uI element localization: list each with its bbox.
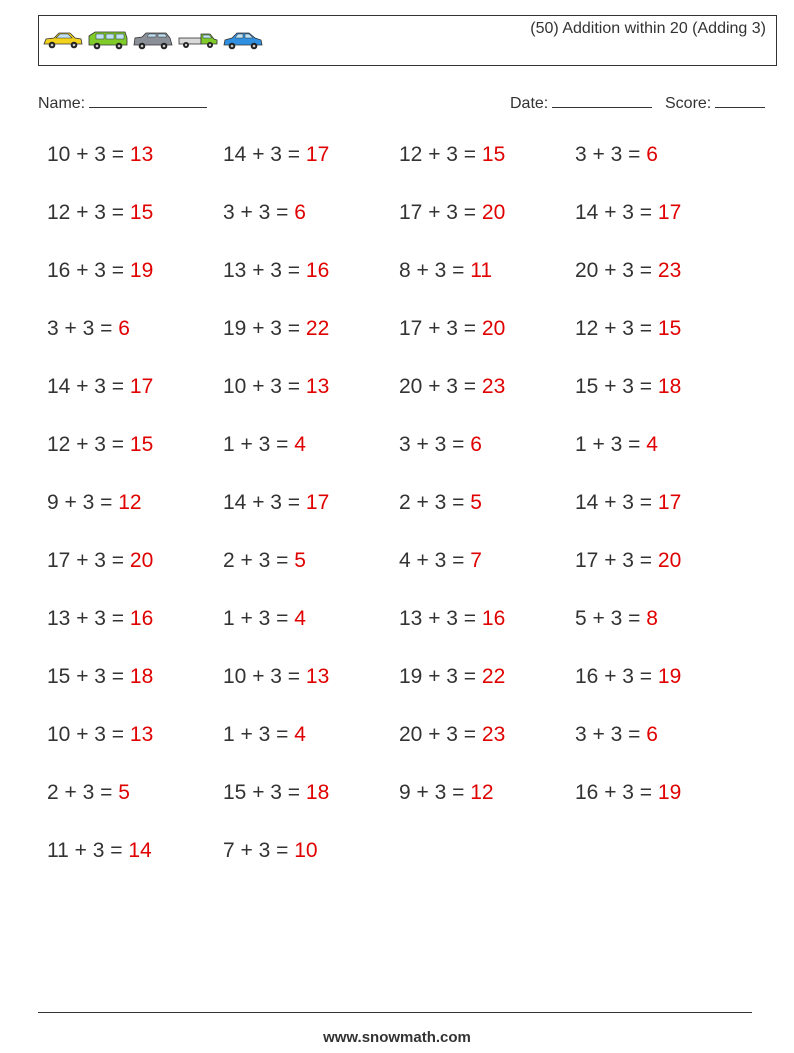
- problem-item: [399, 433, 575, 491]
- problem-answer: 19: [129, 259, 154, 282]
- problem-answer: 23: [481, 723, 506, 746]
- name-blank[interactable]: [89, 93, 207, 108]
- problem-answer: 6: [294, 201, 306, 224]
- problem-answer: 20: [481, 201, 506, 224]
- problem-answer: 18: [305, 781, 330, 804]
- problem-question: 8 + 3 =: [399, 259, 471, 282]
- problem-answer: 13: [305, 375, 330, 398]
- score-field: [665, 93, 765, 113]
- problem-item: [575, 201, 751, 259]
- problem-answer: 12: [470, 781, 494, 804]
- problem-item: [575, 317, 751, 375]
- problem-question: 1 + 3 =: [223, 607, 295, 630]
- problem-answer: 5: [118, 781, 130, 804]
- problem-answer: 5: [470, 491, 482, 514]
- problem-item: [47, 143, 223, 201]
- car-icons: [42, 29, 264, 51]
- green-van-icon: [87, 29, 129, 51]
- problem-question: 17 + 3 =: [399, 317, 482, 340]
- problem-question: 2 + 3 =: [399, 491, 471, 514]
- problem-item: [399, 259, 575, 317]
- problem-answer: 10: [294, 839, 318, 862]
- problem-answer: 7: [470, 549, 482, 572]
- problem-question: 2 + 3 =: [47, 781, 119, 804]
- problem-item: [399, 549, 575, 607]
- problem-answer: 19: [657, 665, 682, 688]
- problem-question: 17 + 3 =: [399, 201, 482, 224]
- problem-answer: 13: [129, 143, 154, 166]
- problem-answer: 4: [294, 723, 306, 746]
- gray-suv-icon: [132, 29, 174, 51]
- problem-answer: 22: [305, 317, 330, 340]
- problem-question: 20 + 3 =: [399, 723, 482, 746]
- problem-question: 12 + 3 =: [47, 433, 130, 456]
- problem-answer: 4: [294, 607, 306, 630]
- problem-item: [575, 375, 751, 433]
- problem-answer: 18: [129, 665, 154, 688]
- problem-item: [575, 433, 751, 491]
- problem-question: 13 + 3 =: [399, 607, 482, 630]
- problem-question: 14 + 3 =: [223, 491, 306, 514]
- problem-answer: 22: [481, 665, 506, 688]
- problem-answer: 17: [129, 375, 154, 398]
- problem-answer: 23: [657, 259, 682, 282]
- date-label: Date:: [510, 95, 549, 112]
- problem-item: [223, 259, 399, 317]
- problem-question: 12 + 3 =: [575, 317, 658, 340]
- problem-question: 10 + 3 =: [223, 375, 306, 398]
- problem-question: 4 + 3 =: [399, 549, 471, 572]
- problem-item: [47, 317, 223, 375]
- problem-question: 3 + 3 =: [575, 143, 647, 166]
- name-field: [38, 93, 207, 113]
- problem-answer: 19: [657, 781, 682, 804]
- problem-item: [223, 839, 399, 897]
- problem-item: [399, 317, 575, 375]
- problem-answer: 15: [481, 143, 506, 166]
- problem-item: [223, 549, 399, 607]
- problem-answer: 5: [294, 549, 306, 572]
- problem-answer: 17: [305, 491, 330, 514]
- problem-answer: 17: [657, 201, 682, 224]
- problem-answer: 17: [305, 143, 330, 166]
- problem-question: 9 + 3 =: [47, 491, 119, 514]
- problem-question: 13 + 3 =: [47, 607, 130, 630]
- problem-item: [223, 491, 399, 549]
- problem-item: [223, 375, 399, 433]
- problem-question: 5 + 3 =: [575, 607, 647, 630]
- problem-question: 3 + 3 =: [575, 723, 647, 746]
- footer-url: www.snowmath.com: [323, 1029, 471, 1046]
- problem-item: [223, 317, 399, 375]
- score-blank[interactable]: [715, 93, 765, 108]
- header-box: [38, 15, 777, 66]
- problem-answer: 13: [129, 723, 154, 746]
- problem-item: [47, 723, 223, 781]
- problem-item: [399, 491, 575, 549]
- problem-question: 16 + 3 =: [575, 665, 658, 688]
- problem-question: 15 + 3 =: [47, 665, 130, 688]
- problem-item: [223, 723, 399, 781]
- problem-answer: 18: [657, 375, 682, 398]
- problem-answer: 20: [481, 317, 506, 340]
- problem-item: [223, 781, 399, 839]
- problem-item: [47, 781, 223, 839]
- problem-item: [399, 375, 575, 433]
- problem-answer: 6: [470, 433, 482, 456]
- problem-question: 17 + 3 =: [575, 549, 658, 572]
- problem-question: 10 + 3 =: [223, 665, 306, 688]
- problem-question: 15 + 3 =: [223, 781, 306, 804]
- problem-answer: 13: [305, 665, 330, 688]
- problem-item: [47, 375, 223, 433]
- problem-item: [399, 723, 575, 781]
- problem-item: [47, 839, 223, 897]
- problem-answer: 15: [129, 433, 154, 456]
- problem-grid: [47, 143, 757, 897]
- problem-item: [575, 143, 751, 201]
- problem-question: 9 + 3 =: [399, 781, 471, 804]
- problem-answer: 15: [129, 201, 154, 224]
- problem-answer: 16: [305, 259, 330, 282]
- problem-item: [575, 491, 751, 549]
- problem-answer: 11: [470, 259, 493, 282]
- problem-item: [223, 143, 399, 201]
- problem-answer: 6: [646, 723, 658, 746]
- problem-question: 3 + 3 =: [223, 201, 295, 224]
- pickup-truck-icon: [177, 29, 219, 51]
- problem-question: 12 + 3 =: [47, 201, 130, 224]
- worksheet-title: (50) Addition within 20 (Adding 3): [530, 20, 766, 37]
- date-blank[interactable]: [552, 93, 652, 108]
- problem-question: 11 + 3 =: [47, 839, 129, 862]
- problem-question: 10 + 3 =: [47, 723, 130, 746]
- problem-item: [575, 549, 751, 607]
- problem-answer: 8: [646, 607, 658, 630]
- problem-question: 20 + 3 =: [575, 259, 658, 282]
- problem-answer: 16: [481, 607, 506, 630]
- problem-item: [399, 201, 575, 259]
- problem-question: 17 + 3 =: [47, 549, 130, 572]
- problem-answer: 6: [646, 143, 658, 166]
- problem-item: [399, 607, 575, 665]
- problem-question: 16 + 3 =: [575, 781, 658, 804]
- problem-item: [47, 549, 223, 607]
- problem-item: [575, 259, 751, 317]
- problem-question: 14 + 3 =: [223, 143, 306, 166]
- problem-item: [47, 665, 223, 723]
- problem-question: 1 + 3 =: [575, 433, 647, 456]
- problem-answer: 17: [657, 491, 682, 514]
- problem-item: [223, 201, 399, 259]
- problem-answer: 23: [481, 375, 506, 398]
- problem-item: [575, 665, 751, 723]
- problem-item: [223, 607, 399, 665]
- problem-question: 19 + 3 =: [399, 665, 482, 688]
- problem-question: 12 + 3 =: [399, 143, 482, 166]
- problem-answer: 16: [129, 607, 154, 630]
- problem-item: [575, 781, 751, 839]
- problem-question: 14 + 3 =: [575, 491, 658, 514]
- name-label: Name:: [38, 95, 86, 112]
- problem-answer: 4: [646, 433, 658, 456]
- problem-question: 13 + 3 =: [223, 259, 306, 282]
- problem-question: 3 + 3 =: [399, 433, 471, 456]
- problem-question: 19 + 3 =: [223, 317, 306, 340]
- problem-question: 10 + 3 =: [47, 143, 130, 166]
- problem-item: [47, 433, 223, 491]
- problem-item: [399, 143, 575, 201]
- problem-item: [47, 491, 223, 549]
- problem-question: 20 + 3 =: [399, 375, 482, 398]
- yellow-car-icon: [42, 29, 84, 51]
- problem-question: 7 + 3 =: [223, 839, 295, 862]
- problem-question: 14 + 3 =: [575, 201, 658, 224]
- problem-item: [223, 433, 399, 491]
- problem-item: [223, 665, 399, 723]
- problem-answer: 20: [129, 549, 154, 572]
- problem-answer: 15: [657, 317, 682, 340]
- date-field: [510, 93, 652, 113]
- problem-question: 15 + 3 =: [575, 375, 658, 398]
- problem-item: [47, 259, 223, 317]
- problem-item: [47, 607, 223, 665]
- problem-answer: 4: [294, 433, 306, 456]
- problem-question: 16 + 3 =: [47, 259, 130, 282]
- blue-car-icon: [222, 29, 264, 51]
- problem-item: [399, 781, 575, 839]
- problem-item: [47, 201, 223, 259]
- score-label: Score:: [665, 95, 712, 112]
- problem-question: 2 + 3 =: [223, 549, 295, 572]
- problem-item: [575, 723, 751, 781]
- problem-item: [575, 607, 751, 665]
- problem-question: 3 + 3 =: [47, 317, 119, 340]
- problem-answer: 6: [118, 317, 130, 340]
- footer-divider: [38, 1012, 752, 1013]
- problem-item: [399, 665, 575, 723]
- problem-answer: 12: [118, 491, 142, 514]
- problem-answer: 14: [128, 839, 152, 862]
- problem-question: 14 + 3 =: [47, 375, 130, 398]
- problem-answer: 20: [657, 549, 682, 572]
- problem-question: 1 + 3 =: [223, 433, 295, 456]
- problem-question: 1 + 3 =: [223, 723, 295, 746]
